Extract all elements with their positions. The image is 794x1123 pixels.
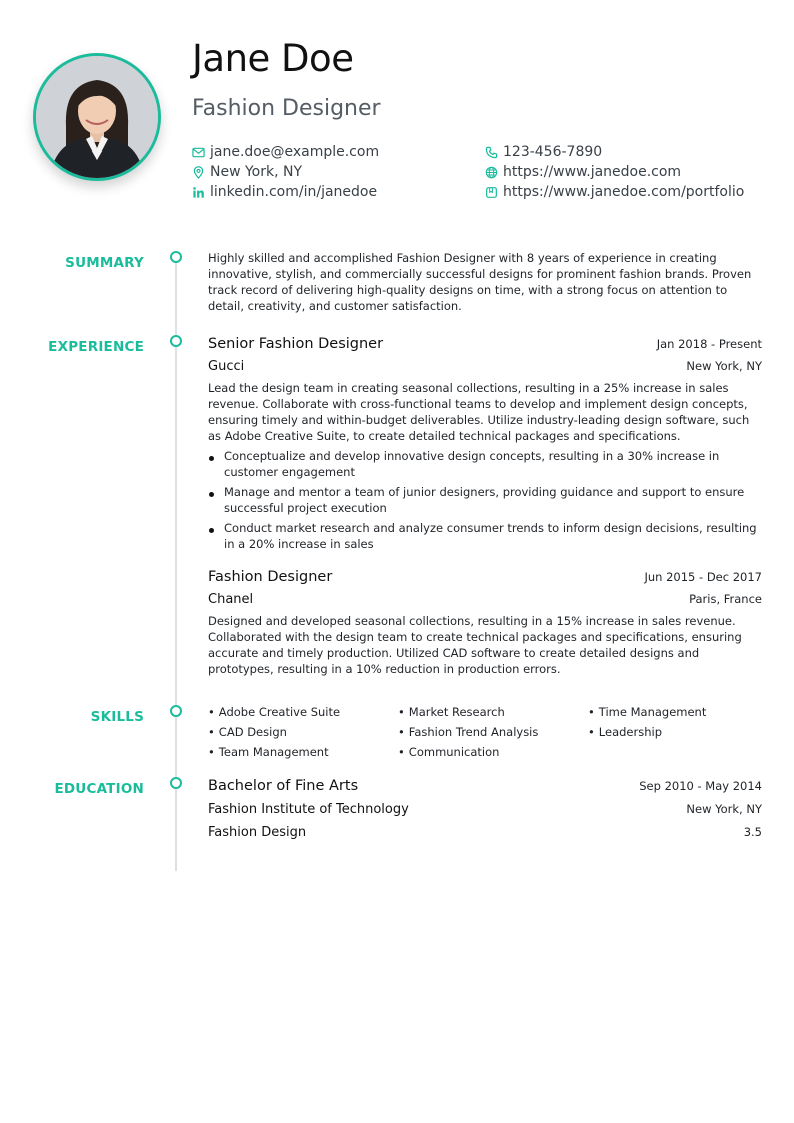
portfolio-icon: [485, 186, 498, 199]
job-company: Gucci: [208, 359, 245, 374]
job-entry: [208, 567, 762, 677]
skills-section: [208, 704, 762, 760]
job-description: Designed and developed seasonal collections, resulting in a 15% increase in sales revenue. Collaborated with the design team to create technical packages and specifications, ensuring accurate and timely production. Utilized CAD software to create detailed designs and prototypes, resulting in a 10% reduction in production errors.: [208, 614, 742, 676]
job-location: New York, NY: [686, 359, 762, 373]
candidate-name: Jane Doe: [192, 37, 354, 80]
job-title: Fashion Designer: [192, 96, 381, 121]
education-gpa: 3.5: [743, 825, 762, 839]
mail-icon: [192, 146, 205, 159]
timeline-dot-skills: [170, 705, 182, 717]
job-company-row: [208, 591, 762, 609]
timeline-dot-summary: [170, 251, 182, 263]
skill-item: • Communication: [398, 744, 588, 760]
phone-icon: [485, 146, 498, 159]
contact-linkedin[interactable]: [192, 182, 377, 202]
linkedin-icon: [192, 186, 205, 199]
skill-item: • Adobe Creative Suite: [208, 704, 398, 720]
summary-section: [208, 250, 762, 314]
education-location: New York, NY: [686, 802, 762, 816]
website-text: https://www.janedoe.com: [503, 164, 682, 180]
contact-phone[interactable]: [485, 142, 602, 162]
summary-text: Highly skilled and accomplished Fashion Designer with 8 years of experience in creating innovative, stylish, and commercially successful designs for prominent fashion brands. Proven track record of delivering high-quality designs on time, with a strong focus on attention to detail, creativity, and customer satisfaction.: [208, 251, 752, 313]
section-label-experience: EXPERIENCE: [48, 339, 144, 355]
profile-photo: [33, 53, 161, 181]
job-dates: Jan 2018 - Present: [656, 337, 762, 351]
portfolio-text: https://www.janedoe.com/portfolio: [503, 184, 745, 200]
job-bullets: [208, 448, 762, 552]
location-text: New York, NY: [210, 164, 303, 180]
education-school-row: [208, 798, 762, 821]
contact-email[interactable]: [192, 142, 379, 162]
contact-portfolio[interactable]: [485, 182, 744, 202]
skill-item: • Team Management: [208, 744, 398, 760]
phone-text: 123-456-7890: [503, 144, 603, 160]
skill-item: • Time Management: [588, 704, 762, 720]
skill-item: • Leadership: [588, 724, 762, 740]
education-dates: Sep 2010 - May 2014: [639, 779, 762, 793]
education-degree: Bachelor of Fine Arts: [208, 778, 359, 794]
job-bullet: Conceptualize and develop innovative design concepts, resulting in a 30% increase in customer engagement: [208, 448, 762, 480]
education-section: [208, 776, 762, 844]
job-dates: Jun 2015 - Dec 2017: [644, 570, 762, 584]
contact-location: [192, 162, 302, 182]
job-company-row: [208, 358, 762, 376]
contact-website[interactable]: [485, 162, 681, 182]
section-label-summary: SUMMARY: [65, 255, 144, 271]
education-school: Fashion Institute of Technology: [208, 802, 409, 817]
section-label-skills: SKILLS: [90, 709, 144, 725]
globe-icon: [485, 166, 498, 179]
linkedin-text: linkedin.com/in/janedoe: [210, 184, 378, 200]
job-location: Paris, France: [689, 592, 762, 606]
job-title: Fashion Designer: [208, 569, 333, 585]
job-header-row: [208, 334, 762, 354]
experience-section: [208, 334, 762, 677]
education-field-row: [208, 821, 762, 844]
job-bullet: Conduct market research and analyze consumer trends to inform design decisions, resulting in a 20% increase in sales: [208, 520, 762, 552]
skill-item: • CAD Design: [208, 724, 398, 740]
job-title: Senior Fashion Designer: [208, 336, 384, 352]
job-entry: [208, 334, 762, 552]
job-description: Lead the design team in creating seasonal collections, resulting in a 25% increase in sales revenue. Collaborate with cross-functional teams to develop and implement design concepts, ensuring timely and within-budget deliverables. Utilize industry-leading design software, such as Adobe Creative Suite, to create detailed technical packages and specifications.: [208, 381, 750, 443]
skill-item: • Market Research: [398, 704, 588, 720]
section-label-education: EDUCATION: [54, 781, 144, 797]
timeline-dot-experience: [170, 335, 182, 347]
job-header-row: [208, 567, 762, 587]
education-header-row: [208, 776, 762, 796]
job-company: Chanel: [208, 592, 254, 607]
skill-item: • Fashion Trend Analysis: [398, 724, 588, 740]
portrait-illustration: [36, 56, 158, 178]
map-pin-icon: [192, 166, 205, 179]
job-bullet: Manage and mentor a team of junior designers, providing guidance and support to ensure successful project execution: [208, 484, 762, 516]
education-field: Fashion Design: [208, 825, 307, 840]
skills-grid: [208, 704, 762, 760]
timeline-dot-education: [170, 777, 182, 789]
email-text: jane.doe@example.com: [210, 144, 380, 160]
